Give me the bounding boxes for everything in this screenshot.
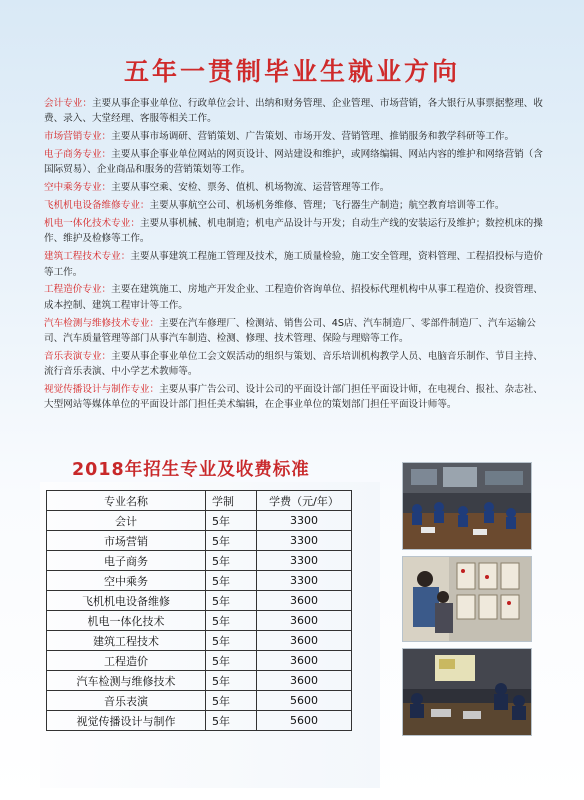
major-cell: 工程造价 xyxy=(47,651,206,671)
major-description: 主要从事空乘、安检、票务、值机、机场物流、运营管理等工作。 xyxy=(111,182,390,194)
years-cell: 5年 xyxy=(206,591,257,611)
table-row xyxy=(47,571,352,591)
major-name: 空中乘务专业： xyxy=(44,182,112,194)
major-cell: 视觉传播设计与制作 xyxy=(47,711,206,731)
fee-table xyxy=(46,490,352,731)
major-cell: 机电一体化技术 xyxy=(47,611,206,631)
major-name: 工程造价专业： xyxy=(44,284,112,296)
major-description: 主要从事企事业单位工会文娱活动的组织与策划、音乐培训机构教学人员、电脑音乐制作、节目主持、流行音乐表演、中小学艺术教师等。 xyxy=(44,350,543,378)
fee-cell: 3300 xyxy=(257,551,352,571)
fee-cell: 3300 xyxy=(257,511,352,531)
major-cell: 电子商务 xyxy=(47,551,206,571)
major-name: 汽车检测与维修技术专业： xyxy=(44,317,160,329)
major-cell: 汽车检测与维修技术 xyxy=(47,671,206,691)
fee-cell: 3300 xyxy=(257,571,352,591)
page-title: 五年一贯制毕业生就业方向 xyxy=(123,57,460,86)
years-cell: 5年 xyxy=(206,551,257,571)
major-cell: 建筑工程技术 xyxy=(47,631,206,651)
years-cell: 5年 xyxy=(206,651,257,671)
major-description: 主要在汽车修理厂、检测站、销售公司、4S店、汽车制造厂、零部件制造厂、汽车运输公司、汽车质量管理等部门从事汽车制造、检测、修理、技术管理、保险与理赔等工作。 xyxy=(44,317,536,344)
major-description: 主要从事企事业单位网站的网页设计、网站建设和维护，或网络编辑、网站内容的维护和网络营销（含国际贸易）、企业商品和服务的营销策划等工作。 xyxy=(44,149,543,176)
table-row xyxy=(47,591,352,611)
major-name: 市场营销专业： xyxy=(44,131,112,143)
fee-cell: 5600 xyxy=(257,691,352,711)
major-entry xyxy=(44,282,552,313)
major-cell: 市场营销 xyxy=(47,531,206,551)
major-cell: 音乐表演 xyxy=(47,691,206,711)
major-name: 视觉传播设计与制作专业： xyxy=(44,383,160,395)
major-description: 主要从事企事业单位、行政单位会计、出纳和财务管理、企业管理、市场营销，各大银行从事票据整理、收费、录入、大堂经理、客服等相关工作。 xyxy=(44,98,543,125)
fee-table-header-row xyxy=(47,491,352,511)
fee-cell: 3600 xyxy=(257,611,352,631)
header-fee: 学费（元/年） xyxy=(257,491,352,511)
major-name: 会计专业： xyxy=(44,98,92,109)
fee-cell: 3600 xyxy=(257,651,352,671)
major-cell: 会计 xyxy=(47,511,206,531)
years-cell: 5年 xyxy=(206,571,257,591)
years-cell: 5年 xyxy=(206,711,257,731)
major-entry xyxy=(44,180,552,195)
major-name: 电子商务专业： xyxy=(44,149,112,161)
years-cell: 5年 xyxy=(206,631,257,651)
classroom-photo-1 xyxy=(402,462,532,550)
years-cell: 5年 xyxy=(206,691,257,711)
major-entry xyxy=(44,147,552,178)
table-row xyxy=(47,631,352,651)
fee-cell: 3600 xyxy=(257,591,352,611)
classroom-photo-2 xyxy=(402,556,532,642)
years-cell: 5年 xyxy=(206,671,257,691)
major-name: 音乐表演专业： xyxy=(44,350,112,362)
major-entry xyxy=(44,349,552,380)
header-years: 学制 xyxy=(206,491,257,511)
years-cell: 5年 xyxy=(206,511,257,531)
major-name: 机电一体化技术专业： xyxy=(44,218,140,230)
major-name: 飞机机电设备维修专业： xyxy=(44,200,150,212)
major-entry xyxy=(44,216,552,247)
table-row xyxy=(47,711,352,731)
major-entry xyxy=(44,96,552,127)
major-entry xyxy=(44,382,552,413)
major-cell: 飞机机电设备维修 xyxy=(47,591,206,611)
fee-cell: 3600 xyxy=(257,671,352,691)
table-row xyxy=(47,691,352,711)
major-entry xyxy=(44,316,552,347)
major-description: 主要从事建筑工程施工管理及技术，施工质量检验，施工安全管理，资料管理、工程招投标与造价等工作。 xyxy=(44,251,543,278)
table-row xyxy=(47,511,352,531)
table-row xyxy=(47,531,352,551)
table-row xyxy=(47,611,352,631)
table-row xyxy=(47,671,352,691)
major-description: 主要从事市场调研、营销策划、广告策划、市场开发、营销管理、推销服务和教学科研等工作。 xyxy=(111,131,515,143)
years-cell: 5年 xyxy=(206,611,257,631)
classroom-photo-3 xyxy=(402,648,532,736)
fee-cell: 5600 xyxy=(257,711,352,731)
table-row xyxy=(47,551,352,571)
table-row xyxy=(47,651,352,671)
major-description: 主要从事广告公司、设计公司的平面设计部门担任平面设计师，在电视台、报社、杂志社、大型网站等媒体单位的平面设计部门担任美术编辑，在企事业单位的策划部门担任平面设计师等。 xyxy=(44,383,543,411)
major-entry xyxy=(44,129,552,144)
fee-cell: 3300 xyxy=(257,531,352,551)
years-cell: 5年 xyxy=(206,531,257,551)
major-description: 主要从事航空公司、机场机务维修、管理；飞行器生产制造；航空教育培训等工作。 xyxy=(149,200,505,212)
major-entry xyxy=(44,198,552,213)
major-description: 主要在建筑施工、房地产开发企业、工程造价咨询单位、招投标代理机构中从事工程造价、投资管理、成本控制、建筑工程审计等工作。 xyxy=(44,284,543,311)
employment-directions-list xyxy=(44,96,552,415)
major-entry xyxy=(44,249,552,280)
fee-section-title: 2018年招生专业及收费标准 xyxy=(72,460,310,480)
fee-cell: 3600 xyxy=(257,631,352,651)
major-name: 建筑工程技术专业： xyxy=(44,251,131,263)
major-cell: 空中乘务 xyxy=(47,571,206,591)
major-description: 主要从事机械、机电制造；机电产品设计与开发；自动生产线的安装运行及维护；数控机床的操作、维护及检修等工作。 xyxy=(44,218,543,245)
header-major: 专业名称 xyxy=(47,491,206,511)
